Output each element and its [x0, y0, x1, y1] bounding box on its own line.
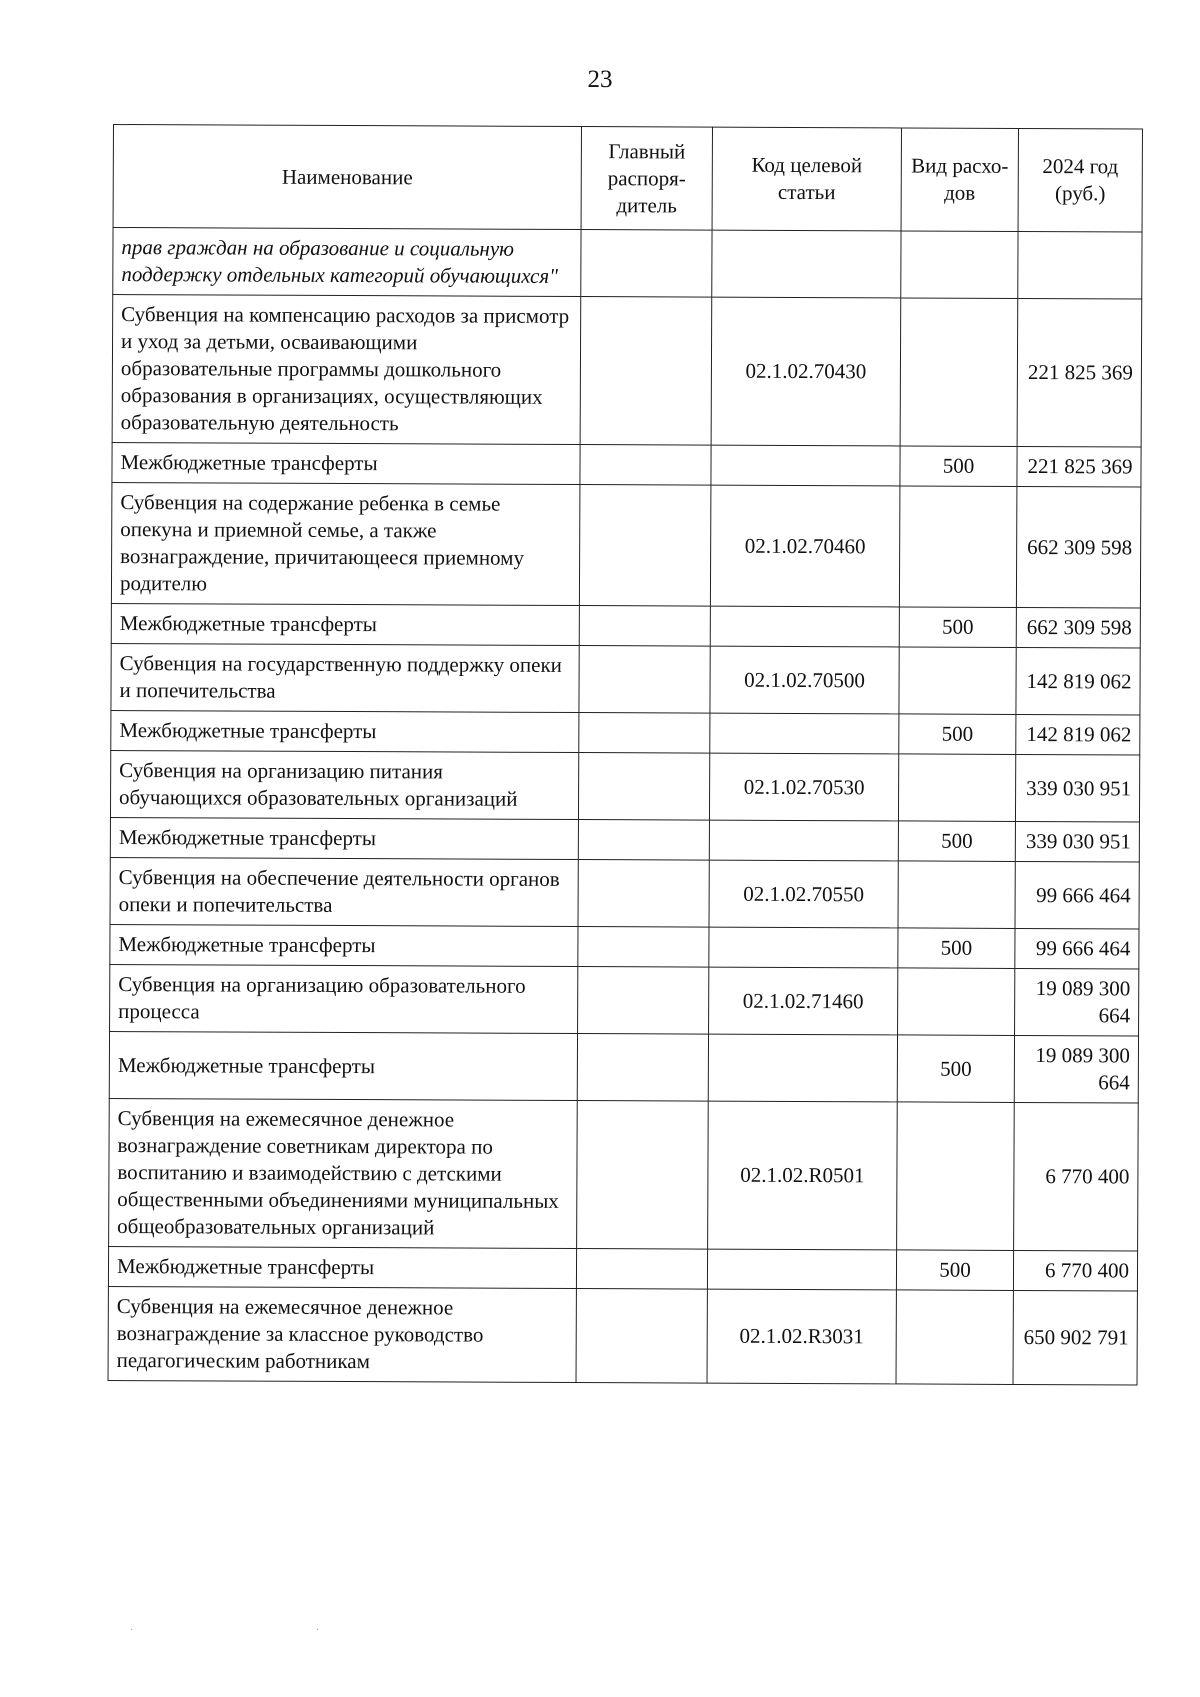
- cell-expense-kind: [897, 1102, 1015, 1251]
- cell-expense-kind: [900, 298, 1018, 447]
- cell-expense-kind: [898, 968, 1015, 1036]
- cell-main-manager: [579, 606, 710, 647]
- cell-name: Межбюджетные трансферты: [110, 924, 578, 966]
- cell-main-manager: [580, 445, 711, 486]
- cell-name: Субвенция на компенсацию расходов за присмотр и уход за детьми, осваивающими образовательные программы дошкольного образования в организациях, осуществляющих образовательную деятельность: [112, 295, 581, 445]
- cell-expense-kind: 500: [896, 1250, 1013, 1291]
- cell-amount: 6 770 400: [1013, 1250, 1137, 1291]
- cell-name: Субвенция на обеспечение деятельности органов опеки и попечительства: [110, 857, 578, 926]
- cell-name: Межбюджетные трансферты: [111, 710, 579, 752]
- cell-main-manager: [578, 860, 709, 928]
- cell-target-code: [712, 230, 901, 298]
- table-row: [108, 1246, 1137, 1290]
- cell-target-code: 02.1.02.70530: [709, 753, 898, 821]
- header-amount: 2024 год (руб.): [1018, 128, 1142, 232]
- cell-target-code: 02.1.02.70460: [710, 485, 900, 607]
- cell-target-code: 02.1.02.70500: [710, 646, 899, 714]
- header-row: [113, 125, 1142, 232]
- cell-expense-kind: 500: [899, 607, 1016, 648]
- cell-target-code: [709, 820, 898, 861]
- cell-name: Субвенция на ежемесячное денежное вознаграждение за классное руководство педагогическим работникам: [108, 1286, 576, 1382]
- table-row: [109, 1098, 1139, 1250]
- cell-amount: 99 666 464: [1015, 928, 1139, 969]
- header-target-code: Код целевой статьи: [712, 127, 901, 231]
- cell-main-manager: [578, 927, 709, 968]
- header-main-manager: Главный распоря- дитель: [581, 127, 712, 231]
- table-row: [110, 750, 1139, 821]
- cell-amount: 339 030 951: [1015, 821, 1139, 862]
- table-row: [109, 1031, 1138, 1102]
- cell-amount: 142 819 062: [1016, 714, 1140, 755]
- cell-amount: 142 819 062: [1016, 647, 1140, 715]
- cell-expense-kind: 500: [899, 714, 1016, 755]
- cell-name: Субвенция на ежемесячное денежное вознаграждение советникам директора по воспитанию и взаимодействию с детскими общественными объединениями муниципальных общеобразовательных организаций: [109, 1098, 578, 1248]
- cell-name: Субвенция на организацию образовательного процесса: [110, 964, 578, 1033]
- cell-target-code: [711, 445, 900, 486]
- cell-main-manager: [577, 1034, 708, 1102]
- cell-main-manager: [579, 713, 710, 754]
- cell-main-manager: [580, 297, 712, 446]
- table-row: [111, 710, 1140, 754]
- cell-amount: 650 902 791: [1013, 1290, 1137, 1385]
- table-row: [111, 482, 1141, 607]
- cell-amount: 339 030 951: [1015, 754, 1139, 822]
- cell-amount: 6 770 400: [1014, 1102, 1139, 1251]
- cell-amount: 662 309 598: [1016, 486, 1141, 608]
- cell-name: Межбюджетные трансферты: [111, 603, 579, 645]
- cell-amount: 221 825 369: [1017, 446, 1141, 487]
- cell-main-manager: [576, 1249, 707, 1290]
- cell-amount: 662 309 598: [1016, 607, 1140, 648]
- cell-expense-kind: 500: [897, 1035, 1014, 1103]
- cell-main-manager: [579, 646, 710, 714]
- table-row: [110, 964, 1139, 1035]
- cell-expense-kind: [899, 486, 1017, 608]
- cell-main-manager: [576, 1289, 707, 1384]
- cell-expense-kind: 500: [900, 446, 1017, 487]
- cell-amount: 99 666 464: [1015, 861, 1139, 929]
- cell-main-manager: [578, 820, 709, 861]
- cell-expense-kind: [901, 231, 1018, 299]
- budget-table: [108, 124, 1143, 1385]
- table-body: [108, 228, 1142, 1385]
- cell-name: Субвенция на организацию питания обучающихся образовательных организаций: [110, 750, 578, 819]
- cell-main-manager: [577, 1101, 709, 1250]
- cell-expense-kind: [896, 1290, 1013, 1385]
- cell-main-manager: [581, 230, 712, 298]
- cell-target-code: 02.1.02.70430: [711, 297, 901, 446]
- cell-amount: [1018, 231, 1142, 299]
- cell-target-code: 02.1.02.70550: [709, 860, 898, 928]
- cell-name: Межбюджетные трансферты: [109, 1031, 577, 1100]
- header-name: Наименование: [113, 125, 581, 230]
- table-row: [113, 228, 1142, 299]
- cell-name: Субвенция на содержание ребенка в семье опекуна и приемной семье, а также вознаграждение, причитающееся приемному родителю: [111, 482, 580, 605]
- cell-name: Межбюджетные трансферты: [108, 1246, 576, 1288]
- table-header: [113, 125, 1142, 232]
- cell-main-manager: [578, 753, 709, 821]
- table-row: [110, 857, 1139, 928]
- cell-expense-kind: [898, 754, 1015, 822]
- cell-target-code: 02.1.02.R3031: [707, 1289, 896, 1384]
- cell-target-code: [710, 713, 899, 754]
- cell-target-code: [709, 927, 898, 968]
- cell-amount: 19 089 300 664: [1015, 968, 1139, 1036]
- cell-target-code: 02.1.02.R0501: [708, 1101, 898, 1250]
- cell-amount: 221 825 369: [1017, 298, 1142, 447]
- cell-expense-kind: [899, 647, 1016, 715]
- cell-name: Межбюджетные трансферты: [112, 442, 580, 484]
- cell-target-code: [708, 1034, 897, 1102]
- table-row: [111, 643, 1140, 714]
- cell-expense-kind: 500: [898, 821, 1015, 862]
- table-row: [110, 924, 1139, 968]
- page-number: 23: [587, 66, 613, 93]
- cell-expense-kind: 500: [898, 928, 1015, 969]
- table-row: [111, 603, 1140, 647]
- cell-name: Межбюджетные трансферты: [110, 817, 578, 859]
- header-expense-kind: Вид расхо- дов: [901, 128, 1018, 232]
- table-row: [112, 295, 1142, 447]
- cell-name: Субвенция на государственную поддержку опеки и попечительства: [111, 643, 579, 712]
- cell-main-manager: [578, 967, 709, 1035]
- cell-expense-kind: [898, 861, 1015, 929]
- cell-target-code: [710, 606, 899, 647]
- cell-target-code: 02.1.02.71460: [709, 967, 898, 1035]
- table-row: [108, 1286, 1137, 1384]
- cell-main-manager: [579, 485, 711, 607]
- cell-target-code: [707, 1249, 896, 1290]
- cell-name: прав граждан на образование и социальную поддержку отдельных категорий обучающихся": [113, 228, 581, 297]
- table-row: [110, 817, 1139, 861]
- scan-artifact-dots: · ·: [130, 1625, 410, 1636]
- cell-amount: 19 089 300 664: [1014, 1035, 1138, 1103]
- table-row: [112, 442, 1141, 486]
